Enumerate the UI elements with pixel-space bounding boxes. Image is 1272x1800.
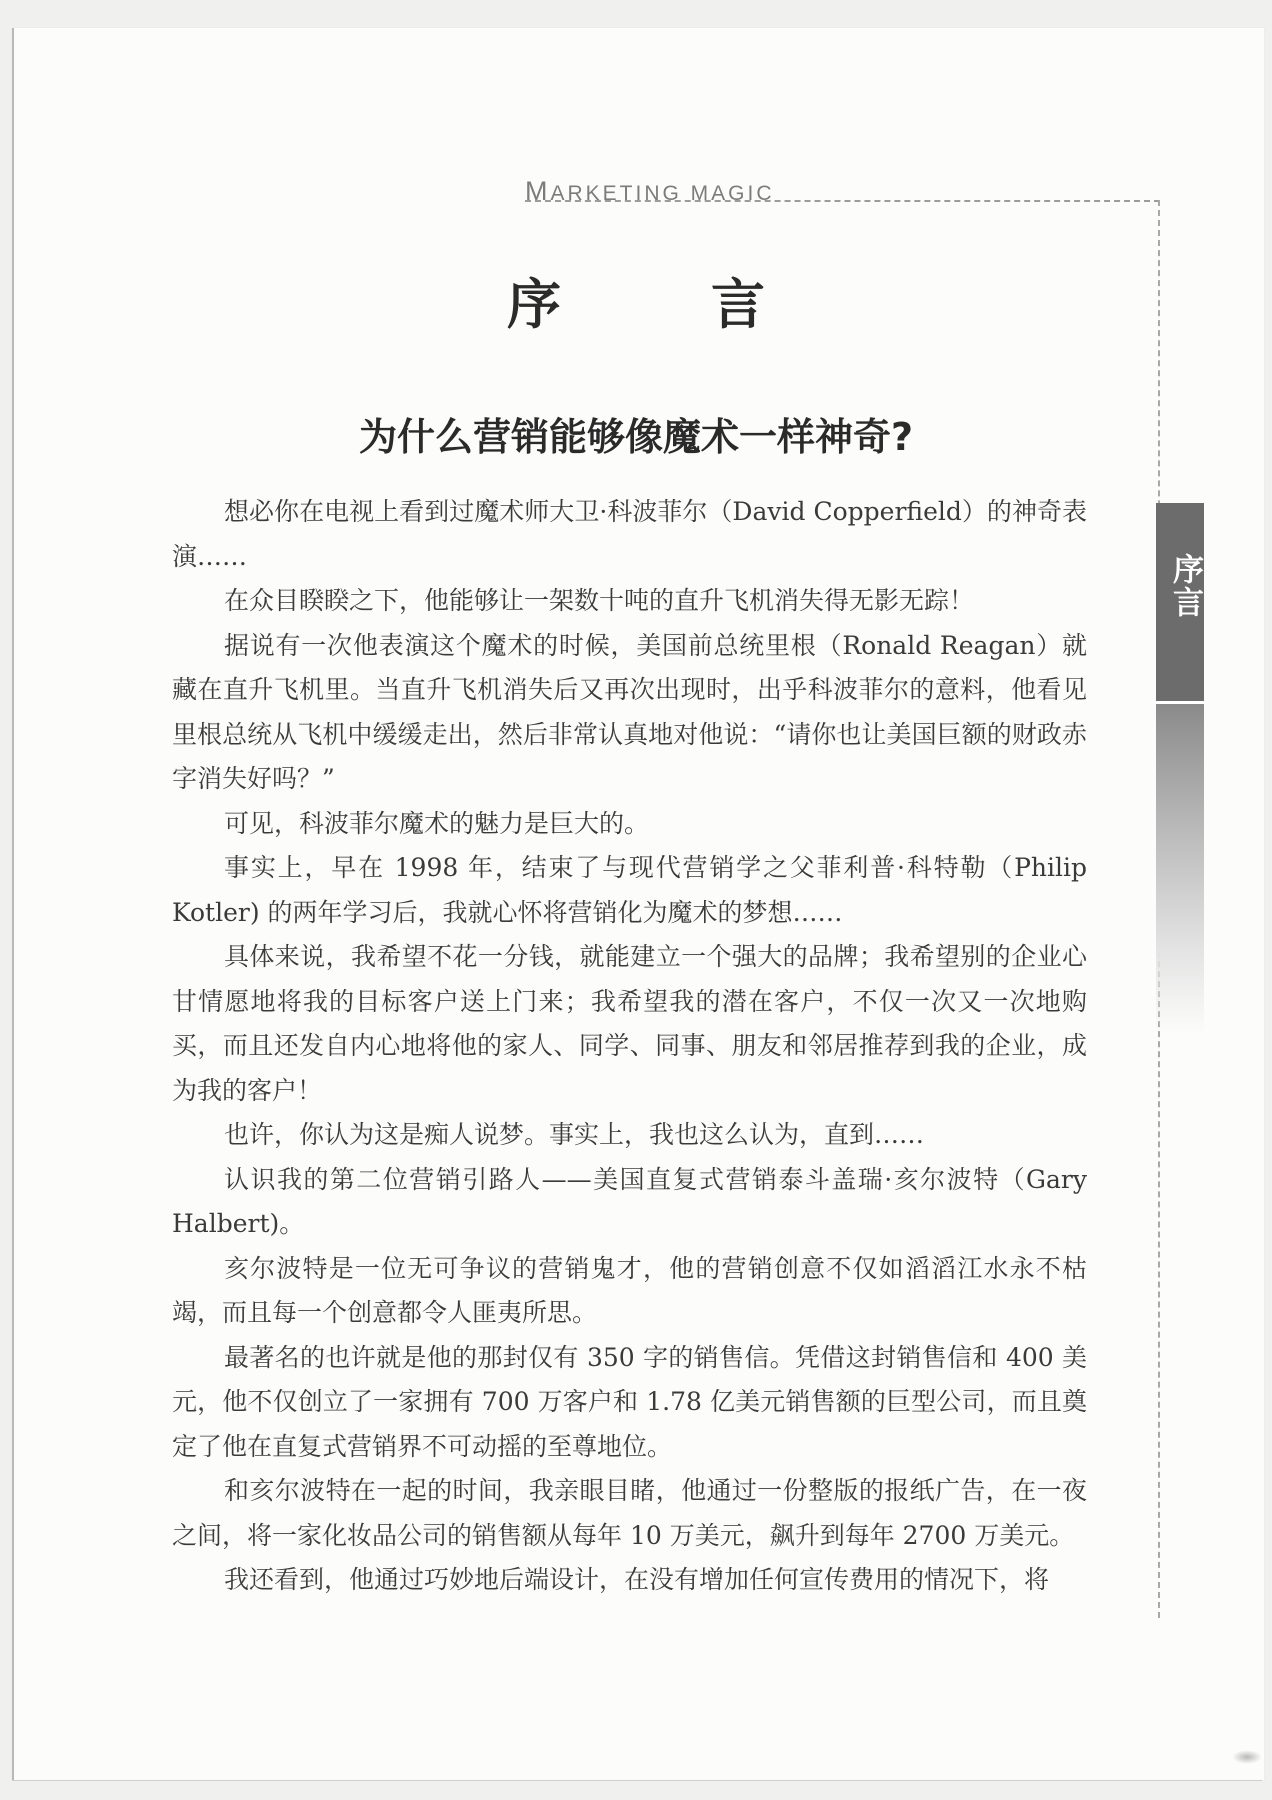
scan-smudge [1232,1750,1262,1764]
paragraph: 和亥尔波特在一起的时间，我亲眼目睹，他通过一份整版的报纸广告，在一夜之间，将一家化妆品公司的销售额从每年 10 万美元，飙升到每年 2700 万美元。 [172,1476,1087,1550]
paragraph: 最著名的也许就是他的那封仅有 350 字的销售信。凭借这封销售信和 400 美元，他不仅创立了一家拥有 700 万客户和 1.78 亿美元销售额的巨型公司，而且奠定了他在直复式营销界不可动摇的至尊地位。 [172,1342,1087,1461]
paragraph: 认识我的第二位营销引路人——美国直复式营销泰斗盖瑞·亥尔波特（Gary Halbert)。 [172,1164,1087,1238]
paragraph: 可见，科波菲尔魔术的魅力是巨大的。 [224,808,650,838]
paragraph: 我还看到，他通过巧妙地后端设计，在没有增加任何宣传费用的情况下，将 [224,1565,1050,1594]
paragraph: 在众目睽睽之下，他能够让一架数十吨的直升飞机消失得无影无踪！ [224,586,975,615]
running-head-text: ARKETING MAGIC [550,182,775,205]
paragraph: 据说有一次他表演这个魔术的时候，美国前总统里根（Ronald Reagan）就藏在直升飞机里。当直升飞机消失后又再次出现时，出乎科波菲尔的意料，他看见里根总统从飞机中缓缓走出，然后非常认真地对他说：“请你也让美国巨额的财政赤字消失好吗？” [172,630,1087,793]
paragraph: 亥尔波特是一位无可争议的营销鬼才，他的营销创意不仅如滔滔江水永不枯竭，而且每一个创意都令人匪夷所思。 [172,1253,1087,1327]
running-head-initial: M [525,176,551,206]
running-head-rule [525,200,1160,202]
body-text [172,490,1087,1603]
side-tab-gradient [1156,704,1204,1034]
side-tab-label: 序言 [1167,553,1203,619]
paragraph: 事实上，早在 1998 年，结束了与现代营销学之父菲利普·科特勒（Philip Kotler) 的两年学习后，我就心怀将营销化为魔术的梦想…… [172,853,1087,927]
section-subtitle: 为什么营销能够像魔术一样神奇? [358,415,914,459]
paragraph: 也许，你认为这是痴人说梦。事实上，我也这么认为，直到…… [224,1120,925,1149]
page-bottom-edge [12,1780,1262,1781]
chapter-side-tab [1156,503,1204,704]
paragraph: 想必你在电视上看到过魔术师大卫·科波菲尔（David Copperfield）的神奇表演…… [172,497,1087,571]
running-head [525,176,775,207]
paragraph: 具体来说，我希望不花一分钱，就能建立一个强大的品牌；我希望别的企业心甘情愿地将我的目标客户送上门来；我希望我的潜在客户，不仅一次又一次地购买，而且还发自内心地将他的家人、同学、同事、朋友和邻居推荐到我的企业，成为我的客户！ [172,942,1087,1105]
chapter-title: 序 言 [507,273,813,336]
